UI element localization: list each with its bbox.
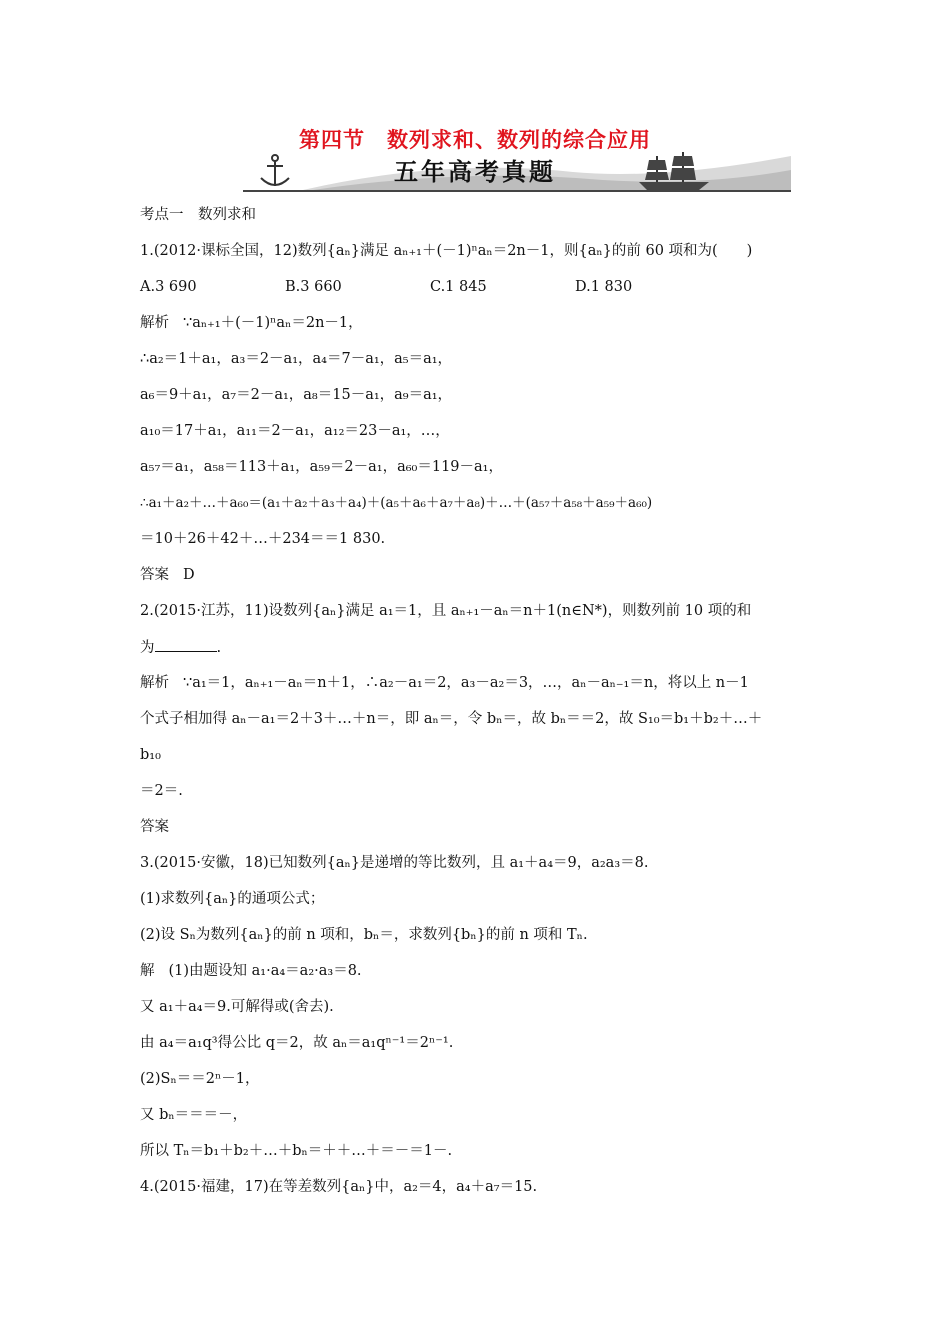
q3-stem: 3.(2015·安徽，18)已知数列{aₙ}是递增的等比数列，且 a₁＋a₄＝9，a₂a₃＝8. [140, 855, 649, 871]
q3-part2: (2)设 Sₙ为数列{aₙ}的前 n 项和，bₙ＝，求数列{bₙ}的前 n 项和 Tₙ. [140, 927, 588, 943]
q1-solution-line: a₅₇＝a₁，a₅₈＝113＋a₁，a₅₉＝2－a₁，a₆₀＝119－a₁， [140, 459, 503, 475]
option-a: A.3 690 [140, 279, 197, 295]
q2-answer: 答案 [140, 819, 169, 835]
option-c: C.1 845 [430, 279, 487, 295]
q3-solution-line: 所以 Tₙ＝b₁＋b₂＋…＋bₙ＝＋＋…＋＝－＝1－. [140, 1143, 453, 1159]
banner-title: 五年高考真题 [394, 158, 556, 186]
q3-solution-line: 由 a₄＝a₁q³得公比 q＝2，故 aₙ＝a₁qⁿ⁻¹＝2ⁿ⁻¹. [140, 1035, 454, 1051]
q3-solution-line: 又 bₙ＝＝＝－， [140, 1107, 248, 1123]
answer-value: D [183, 567, 195, 583]
q2-stem: 2.(2015·江苏，11)设数列{aₙ}满足 a₁＝1，且 aₙ₊₁－aₙ＝n＋1(n∈N*)，则数列前 10 项的和 [140, 603, 752, 619]
solution-label: 解析 [140, 675, 169, 691]
q1-solution-line: a₆＝9＋a₁，a₇＝2－a₁，a₈＝15－a₁，a₉＝a₁， [140, 387, 453, 403]
solution-label: 解 [140, 963, 155, 979]
q2-solution-line: 个式子相加得 aₙ－a₁＝2＋3＋…＋n＝，即 aₙ＝，令 bₙ＝，故 bₙ＝＝2，故 S₁₀＝b₁＋b₂＋…＋ [140, 711, 763, 727]
section-heading: 考点一 数列求和 [140, 207, 256, 223]
solution-label: 解析 [140, 315, 169, 331]
answer-blank [155, 637, 217, 652]
page-header [0, 118, 950, 198]
q2-solution-line: ＝2＝. [140, 783, 183, 799]
q2-stem-cont: 为 . [140, 637, 820, 673]
answer-label: 答案 [140, 567, 169, 583]
q3-part1: (1)求数列{aₙ}的通项公式； [140, 891, 325, 907]
q1-solution-line: ∴a₂＝1＋a₁，a₃＝2－a₁，a₄＝7－a₁，a₅＝a₁， [140, 351, 453, 367]
q3-solution-line: 又 a₁＋a₄＝9.可解得或(舍去). [140, 999, 334, 1015]
q1-answer [140, 565, 820, 601]
option-b: B.3 660 [285, 279, 342, 295]
q2-solution-line: b₁₀ [140, 747, 161, 763]
q1-solution-line: ∴a₁＋a₂＋…＋a₆₀＝(a₁＋a₂＋a₃＋a₄)＋(a₅＋a₆＋a₇＋a₈)＋…＋(a₅₇＋a₅₈＋a₅₉＋a₆₀) [140, 495, 653, 511]
q3-solution-line: 解 (1)由题设知 a₁·a₄＝a₂·a₃＝8. [140, 963, 362, 979]
document-body [140, 205, 820, 1213]
q1-options [140, 277, 820, 313]
q1-solution-line: 解析 ∵aₙ₊₁＋(－1)ⁿaₙ＝2n－1， [140, 315, 363, 331]
option-d: D.1 830 [575, 279, 633, 295]
q1-stem: 1.(2012·课标全国，12)数列{aₙ}满足 aₙ₊₁＋(－1)ⁿaₙ＝2n－1，则{aₙ}的前 60 项和为( ) [140, 243, 753, 259]
q1-solution-line: a₁₀＝17＋a₁，a₁₁＝2－a₁，a₁₂＝23－a₁，…， [140, 423, 450, 439]
section-title: 第四节 数列求和、数列的综合应用 [299, 128, 651, 152]
q1-solution-line: ＝10＋26＋42＋…＋234＝＝1 830. [140, 531, 386, 547]
q3-solution-line: (2)Sₙ＝＝2ⁿ－1， [140, 1071, 260, 1087]
q4-stem: 4.(2015·福建，17)在等差数列{aₙ}中，a₂＝4，a₄＋a₇＝15. [140, 1179, 538, 1195]
q2-solution-line: 解析 ∵a₁＝1，aₙ₊₁－aₙ＝n＋1，∴a₂－a₁＝2，a₃－a₂＝3，…，aₙ－aₙ₋₁＝n，将以上 n－1 [140, 675, 749, 691]
